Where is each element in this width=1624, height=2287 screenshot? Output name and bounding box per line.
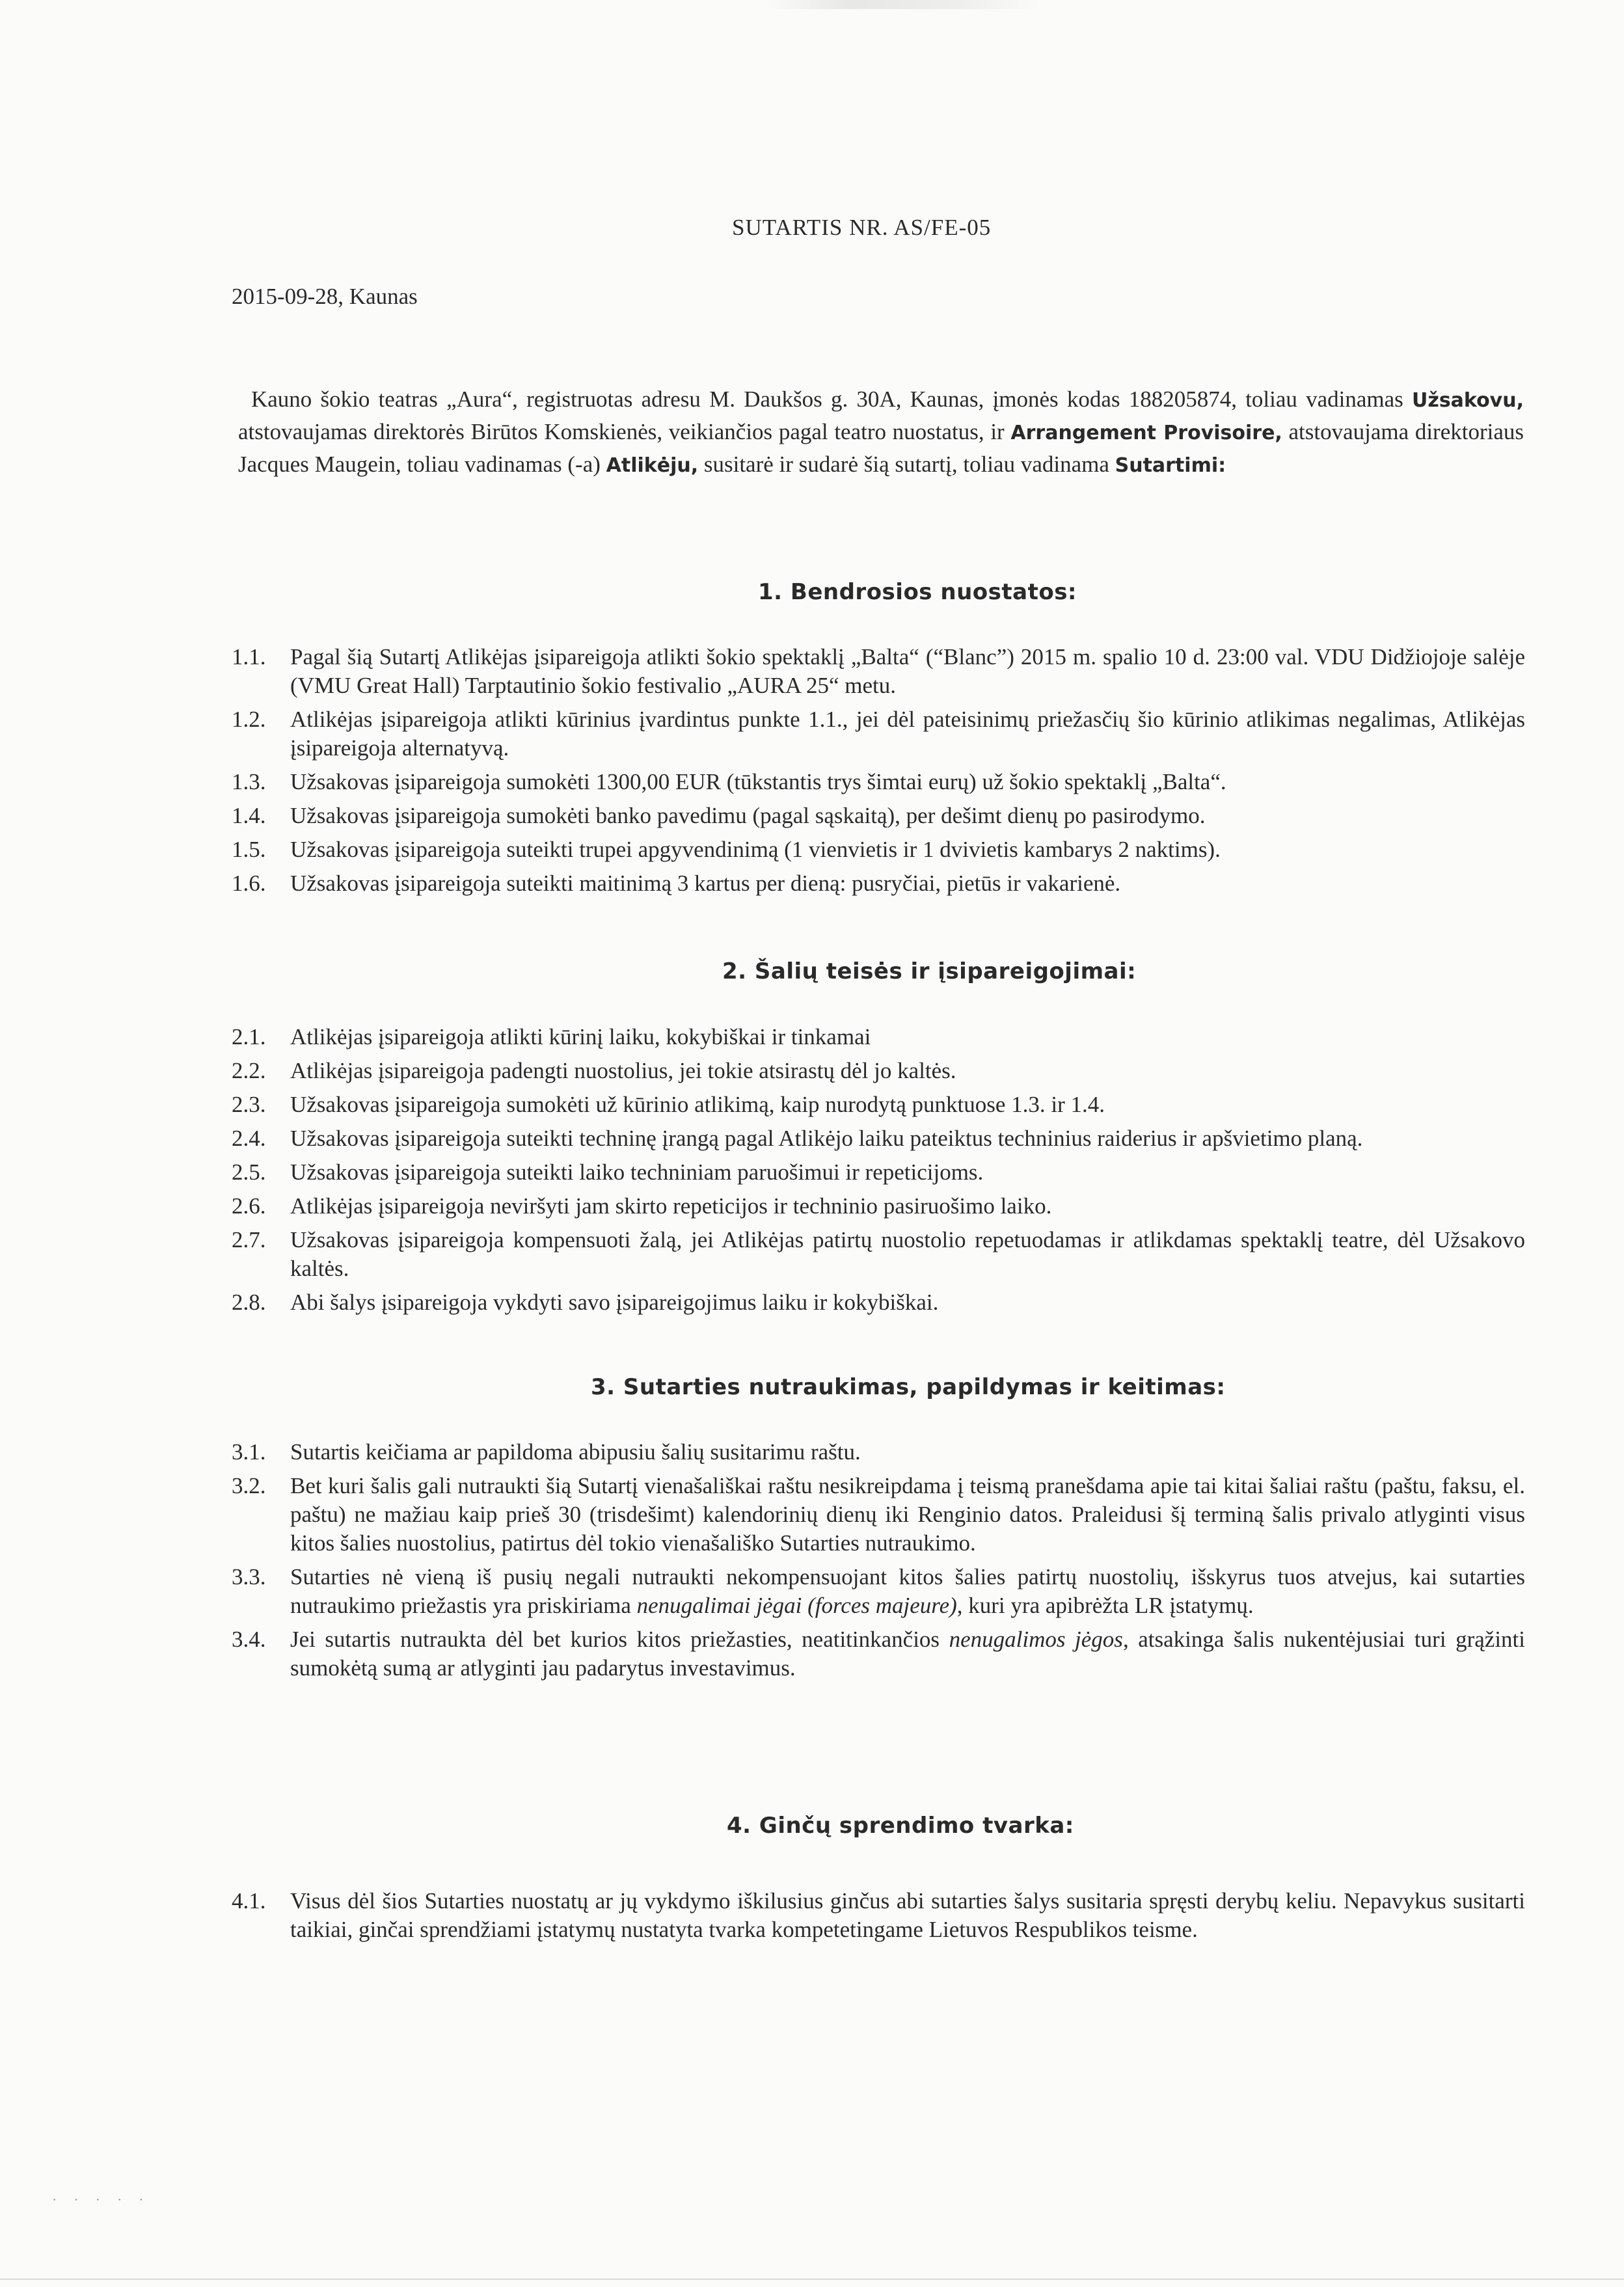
- clause-2-5: [232, 1158, 1525, 1187]
- scan-artifact-top: [768, 0, 1041, 9]
- clause-text: Atlikėjas įsipareigoja atlikti kūrinius įvardintus punkte 1.1., jei dėl pateisinimų priežasčių šio kūrinio atlikimas negalimas, Atlikėjas įsipareigoja alternatyvą.: [290, 707, 1525, 761]
- clause-3-2: [232, 1472, 1525, 1558]
- section-1-heading: 1. Bendrosios nuostatos:: [758, 579, 1077, 605]
- clause-text-b: , kuri yra apibrėžta LR įstatymų.: [956, 1593, 1254, 1618]
- page-bottom-edge: [0, 2279, 1624, 2280]
- clause-text-b: , atsakinga šalis nukentėjusiai turi grąžinti sumokėtą sumą ar atlyginti jau padarytus investavimus.: [290, 1627, 1525, 1681]
- clause-2-7: [232, 1226, 1525, 1283]
- scan-artifact-dots: ·····: [52, 2191, 161, 2208]
- clause-2-1: [232, 1023, 1525, 1051]
- clause-text: Užsakovas įsipareigoja sumokėti už kūrinio atlikimą, kaip nurodytą punktuose 1.3. ir 1.4.: [290, 1092, 1105, 1117]
- contract-title: SUTARTIS NR. AS/FE-05: [732, 215, 992, 240]
- clause-text: Atlikėjas įsipareigoja neviršyti jam skirto repeticijos ir techninio pasiruošimo laiko.: [290, 1193, 1052, 1219]
- clause-text: Abi šalys įsipareigoja vykdyti savo įsipareigojimus laiku ir kokybiškai.: [290, 1290, 939, 1315]
- clause-number: 1.1.: [232, 644, 266, 670]
- section-1-clauses: [232, 643, 1525, 903]
- intro-text-1: Kauno šokio teatras „Aura“, registruotas adresu M. Daukšos g. 30A, Kaunas, įmonės kodas 188205874, toliau vadinamas: [251, 386, 1412, 412]
- clause-text-italic: nenugalimai jėgai (forces majeure): [636, 1593, 957, 1618]
- clause-text: Užsakovas įsipareigoja sumokėti 1300,00 EUR (tūkstantis trys šimtai eurų) už šokio spektaklį „Balta“.: [290, 769, 1226, 794]
- contract-date-place: 2015-09-28, Kaunas: [232, 284, 418, 309]
- clause-number: 3.1.: [232, 1439, 266, 1465]
- clause-4-1: [232, 1887, 1525, 1944]
- clause-text: Užsakovas įsipareigoja suteikti laiko techniniam paruošimui ir repeticijoms.: [290, 1159, 984, 1185]
- clause-text: Užsakovas įsipareigoja sumokėti banko pavedimu (pagal sąskaitą), per dešimt dienų po pasirodymo.: [290, 803, 1206, 828]
- clause-number: 1.5.: [232, 837, 266, 862]
- clause-text: Užsakovas įsipareigoja kompensuoti žalą, jei Atlikėjas patirtų nuostolio repetuodamas ir atlikdamas spektaklį teatre, dėl Užsakovo kaltės.: [290, 1227, 1525, 1281]
- clause-number: 3.2.: [232, 1473, 266, 1498]
- section-4-clauses: [232, 1887, 1525, 1949]
- clause-text: Užsakovas įsipareigoja suteikti trupei apgyvendinimą (1 vienvietis ir 1 dvivietis kambarys 2 naktims).: [290, 837, 1221, 862]
- section-4-heading: 4. Ginčų sprendimo tvarka:: [727, 1813, 1074, 1839]
- clause-1-4: [232, 802, 1525, 830]
- clause-number: 2.1.: [232, 1024, 266, 1049]
- clause-number: 3.3.: [232, 1564, 266, 1590]
- clause-3-4: [232, 1625, 1525, 1683]
- clause-1-6: [232, 869, 1525, 898]
- intro-text-3: atstovaujama direktoriaus Jacques Maugein, toliau vadinamas (-a): [238, 419, 1524, 477]
- clause-1-2: [232, 705, 1525, 763]
- clause-number: 1.6.: [232, 871, 266, 896]
- intro-bold-contract: Sutartimi:: [1115, 454, 1226, 477]
- clause-1-5: [232, 835, 1525, 864]
- clause-number: 3.4.: [232, 1627, 266, 1652]
- clause-number: 2.6.: [232, 1193, 266, 1219]
- clause-text: Bet kuri šalis gali nutraukti šią Sutartį vienašališkai raštu nesikreipdama į teismą pranešdama apie tai kitai šaliai raštu (paštu, faksu, el. paštu) ne mažiau kaip prieš 30 (trisdešimt) kalendorinių dienų iki Renginio datos. Praleidusi šį terminą šalis privalo atlyginti visus kitos šalies nuostolius, patirtus dėl tokio vienašališko Sutarties nutraukimo.: [290, 1473, 1525, 1556]
- clause-text: Visus dėl šios Sutarties nuostatų ar jų vykdymo iškilusius ginčus abi sutarties šalys susitaria spręsti derybų keliu. Nepavykus susitarti taikiai, ginčai sprendžiami įstatymų nustatyta tvarka kompetetingame Lietuvos Respublikos teisme.: [290, 1888, 1525, 1942]
- section-3-heading: 3. Sutarties nutraukimas, papildymas ir keitimas:: [591, 1374, 1226, 1400]
- clause-number: 1.2.: [232, 707, 266, 732]
- contract-intro: [238, 384, 1524, 481]
- intro-text-2: atstovaujamas direktorės Birūtos Komskienės, veikiančios pagal teatro nuostatus, ir: [238, 419, 1011, 444]
- clause-1-1: [232, 643, 1525, 700]
- clause-number: 1.3.: [232, 769, 266, 794]
- clause-text: Pagal šią Sutartį Atlikėjas įsipareigoja atlikti šokio spektaklį „Balta“ (“Blanc”) 2015 m. spalio 10 d. 23:00 val. VDU Didžiojoje salėje (VMU Great Hall) Tarptautinio šokio festivalio „AURA 25“ metu.: [290, 644, 1525, 698]
- clause-text: Sutartis keičiama ar papildoma abipusiu šalių susitarimu raštu.: [290, 1439, 861, 1465]
- clause-2-6: [232, 1192, 1525, 1221]
- clause-2-3: [232, 1090, 1525, 1119]
- clause-number: 2.8.: [232, 1290, 266, 1315]
- clause-2-2: [232, 1057, 1525, 1085]
- intro-bold-customer: Užsakovu,: [1412, 389, 1524, 412]
- clause-text-italic: nenugalimos jėgos: [949, 1627, 1123, 1652]
- clause-2-8: [232, 1288, 1525, 1317]
- clause-1-3: [232, 768, 1525, 796]
- clause-text: Atlikėjas įsipareigoja padengti nuostolius, jei tokie atsirastų dėl jo kaltės.: [290, 1058, 956, 1083]
- clause-number: 2.2.: [232, 1058, 266, 1083]
- clause-number: 2.7.: [232, 1227, 266, 1252]
- clause-number: 4.1.: [232, 1888, 266, 1914]
- section-3-clauses: [232, 1438, 1525, 1688]
- intro-text-4: susitarė ir sudarė šią sutartį, toliau vadinama: [698, 452, 1115, 477]
- clause-text-a: Jei sutartis nutraukta dėl bet kurios kitos priežasties, neatitinkančios: [290, 1627, 949, 1652]
- intro-bold-performer: Atlikėju,: [606, 454, 699, 477]
- clause-text-a: Sutarties nė vieną iš pusių negali nutraukti nekompensuojant kitos šalies patirtų nuostolių, išskyrus tuos atvejus, kai sutarties nutraukimo priežastis yra priskiriama: [290, 1564, 1525, 1618]
- clause-2-4: [232, 1124, 1525, 1153]
- section-2-clauses: [232, 1023, 1525, 1322]
- clause-number: 1.4.: [232, 803, 266, 828]
- clause-number: 2.4.: [232, 1126, 266, 1151]
- section-2-heading: 2. Šalių teisės ir įsipareigojimai:: [722, 958, 1137, 984]
- clause-text: Užsakovas įsipareigoja suteikti maitinimą 3 kartus per dieną: pusryčiai, pietūs ir vakarienė.: [290, 871, 1121, 896]
- clause-number: 2.5.: [232, 1159, 266, 1185]
- clause-number: 2.3.: [232, 1092, 266, 1117]
- clause-3-1: [232, 1438, 1525, 1467]
- clause-text: Atlikėjas įsipareigoja atlikti kūrinį laiku, kokybiškai ir tinkamai: [290, 1024, 871, 1049]
- intro-bold-performer-company: Arrangement Provisoire,: [1010, 422, 1282, 444]
- clause-3-3: [232, 1563, 1525, 1620]
- clause-text: Užsakovas įsipareigoja suteikti techninę įrangą pagal Atlikėjo laiku pateiktus techninius raiderius ir apšvietimo planą.: [290, 1126, 1363, 1151]
